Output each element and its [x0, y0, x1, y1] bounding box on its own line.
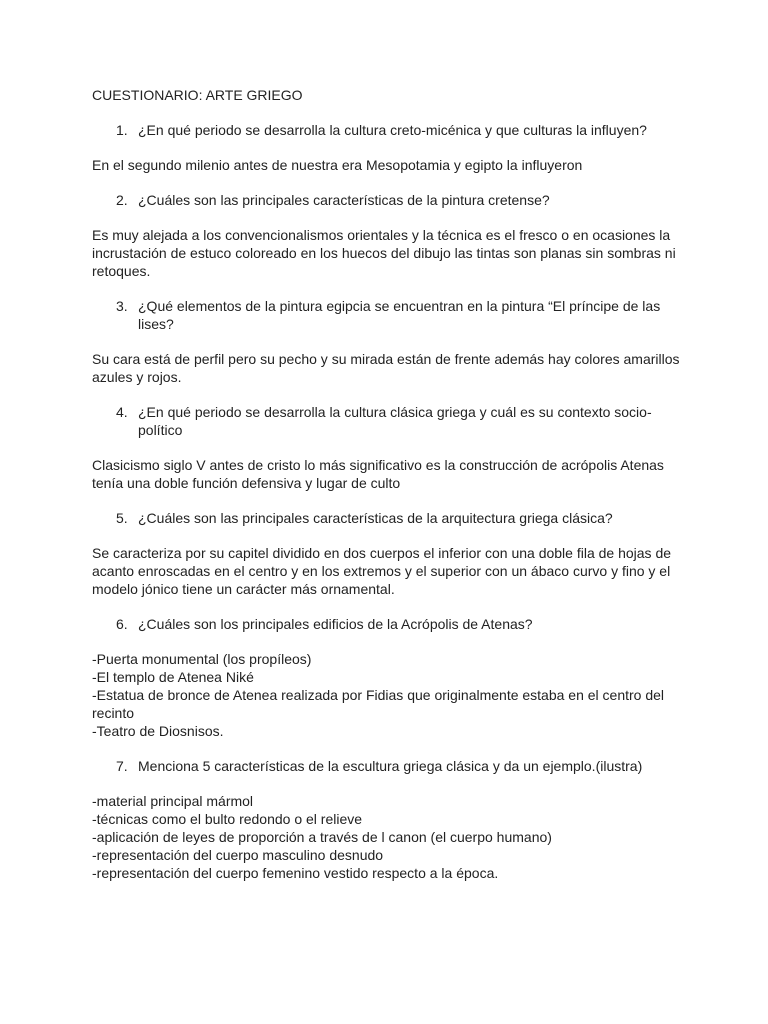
answer-text: Es muy alejada a los convencionalismos orientales y la técnica es el fresco o en ocasiones la incrustación de estuco coloreado en los huecos del dibujo las tintas son planas sin sombras ni retoques. [92, 227, 676, 279]
list-item: -Teatro de Diosnisos. [92, 723, 224, 739]
question-3 [92, 297, 682, 333]
question-number: 1. [116, 122, 128, 138]
question-text: Menciona 5 características de la escultura griega clásica y da un ejemplo.(ilustra) [138, 758, 643, 774]
list-item: -Puerta monumental (los propíleos) [92, 651, 312, 667]
answer-text: Su cara está de perfil pero su pecho y su mirada están de frente además hay colores amarillos azules y rojos. [92, 351, 680, 385]
question-number: 3. [116, 298, 128, 314]
answer-1 [92, 156, 682, 174]
document-page [92, 86, 682, 899]
list-item: -material principal mármol [92, 793, 254, 809]
question-text: ¿Cuáles son las principales características de la pintura cretense? [138, 192, 550, 208]
answer-4 [92, 456, 682, 492]
answer-2 [92, 226, 682, 280]
list-item: -representación del cuerpo femenino vestido respecto a la época. [92, 865, 499, 881]
list-item: -técnicas como el bulto redondo o el relieve [92, 811, 363, 827]
question-4 [92, 403, 682, 439]
question-number: 5. [116, 510, 128, 526]
answer-3 [92, 350, 682, 386]
document-title: CUESTIONARIO: ARTE GRIEGO [92, 87, 303, 103]
list-item: -representación del cuerpo masculino desnudo [92, 847, 384, 863]
question-text: ¿Cuáles son las principales características de la arquitectura griega clásica? [138, 510, 613, 526]
question-2 [92, 191, 682, 209]
answer-text: Clasicismo siglo V antes de cristo lo más significativo es la construcción de acrópolis Atenas tenía una doble función defensiva y lugar de culto [92, 457, 664, 491]
question-6 [92, 615, 682, 633]
question-number: 2. [116, 192, 128, 208]
question-1 [92, 121, 682, 139]
question-text: ¿En qué periodo se desarrolla la cultura clásica griega y cuál es su contexto socio-político [138, 404, 652, 438]
question-7 [92, 757, 682, 775]
answer-6 [92, 650, 682, 740]
answer-text: Se caracteriza por su capitel dividido en dos cuerpos el inferior con una doble fila de hojas de acanto enroscadas en el centro y en los extremos y el superior con un ábaco curvo y fino y el modelo jónico tiene un carácter más ornamental. [92, 545, 672, 597]
question-number: 6. [116, 616, 128, 632]
answer-7 [92, 792, 682, 882]
question-number: 7. [116, 758, 128, 774]
answer-text: En el segundo milenio antes de nuestra era Mesopotamia y egipto la influyeron [92, 157, 583, 173]
question-text: ¿Cuáles son los principales edificios de la Acrópolis de Atenas? [138, 616, 533, 632]
answer-5 [92, 544, 682, 598]
list-item: -aplicación de leyes de proporción a través de l canon (el cuerpo humano) [92, 829, 552, 845]
question-text: ¿En qué periodo se desarrolla la cultura creto-micénica y que culturas la influyen? [138, 122, 647, 138]
list-item: -Estatua de bronce de Atenea realizada por Fidias que originalmente estaba en el centro del recinto [92, 687, 665, 721]
list-item: -El templo de Atenea Niké [92, 669, 254, 685]
question-5 [92, 509, 682, 527]
question-number: 4. [116, 404, 128, 420]
question-text: ¿Qué elementos de la pintura egipcia se encuentran en la pintura “El príncipe de las lises? [138, 298, 661, 332]
